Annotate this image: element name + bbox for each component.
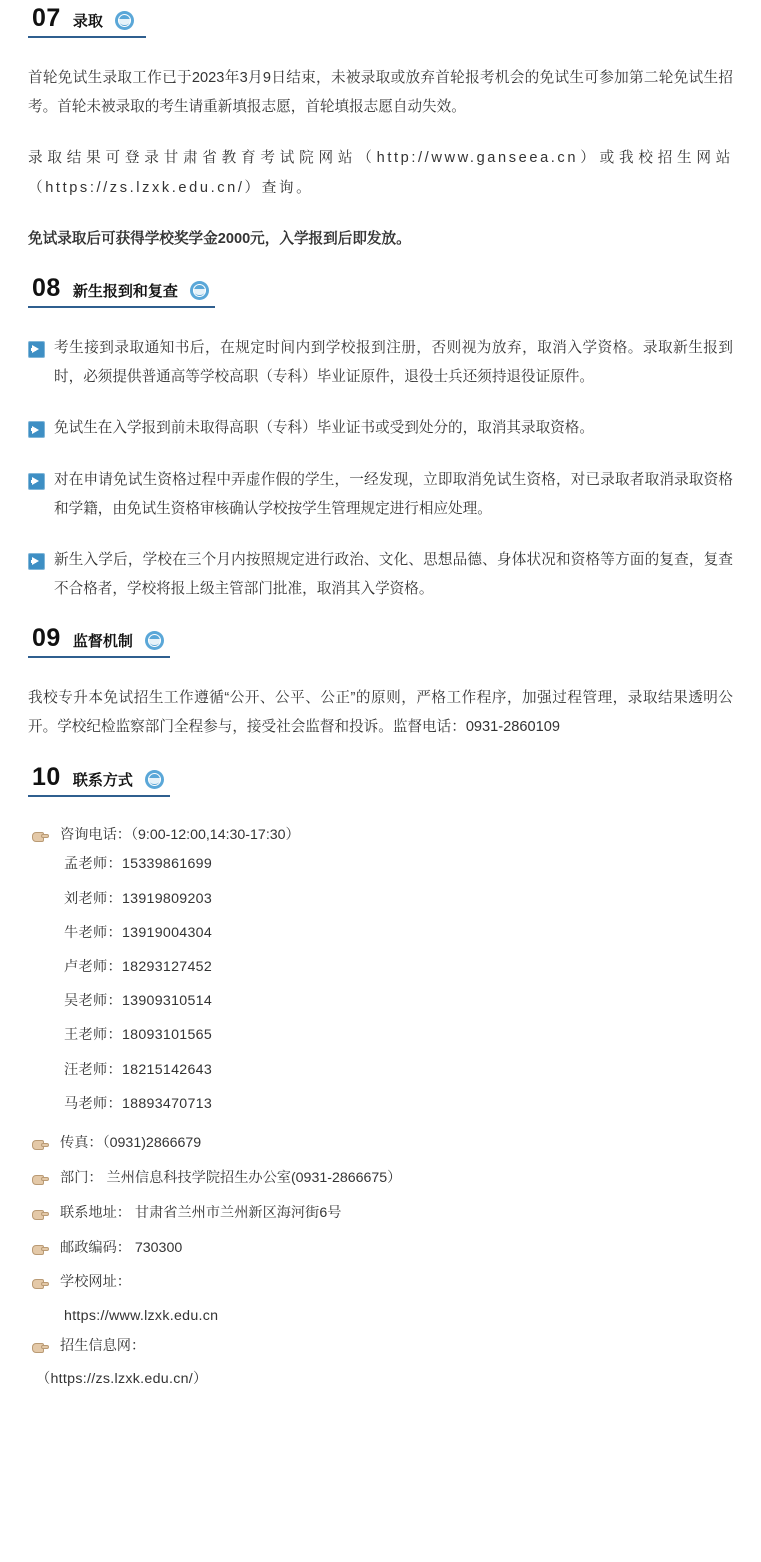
contact-fax-row xyxy=(30,1131,733,1156)
pointing-hand-icon xyxy=(30,1276,50,1292)
contact-postcode-row xyxy=(30,1236,733,1261)
contact-admission-site-label: 招生信息网： xyxy=(60,1337,146,1354)
paragraph-07-highlight: 免试录取后可获得学校奖学金2000元，入学报到后即发放。 xyxy=(28,230,411,247)
arrow-right-icon xyxy=(28,473,45,490)
section-heading-07 xyxy=(28,6,146,38)
section-heading-09 xyxy=(28,626,170,658)
paragraph-07-2: 录取结果可登录甘肃省教育考试院网站（http://www.ganseea.cn）或我校招生网站（https://zs.lzxk.edu.cn/）查询。 xyxy=(28,150,733,196)
compass-badge-icon xyxy=(145,770,164,789)
arrow-right-icon xyxy=(28,341,45,358)
contact-admission-site-url[interactable]: （https://zs.lzxk.edu.cn/） xyxy=(36,1371,208,1388)
pointing-hand-icon xyxy=(30,1172,50,1188)
contact-address-row xyxy=(30,1201,733,1226)
contact-website-url[interactable]: https://www.lzxk.edu.cn xyxy=(64,1308,219,1325)
list-item: 马老师：18893470713 xyxy=(64,1095,213,1112)
list-item xyxy=(28,414,733,443)
section-title: 联系方式 xyxy=(72,771,133,789)
teacher-phone-list xyxy=(30,857,733,1111)
section-number: 09 xyxy=(32,624,61,653)
list-item-text: 考生接到录取通知书后，在规定时间内到学校报到注册，否则视为放弃，取消入学资格。录取新生报到时，必须提供普通高等学校高职（专科）毕业证原件，退役士兵还须持退役证原件。 xyxy=(54,339,733,386)
list-item-text: 免试生在入学报到前未取得高职（专科）毕业证书或受到处分的，取消其录取资格。 xyxy=(54,420,594,437)
section-title: 录取 xyxy=(72,13,103,30)
list-item-text: 对在申请免试生资格过程中弄虚作假的学生，一经发现，立即取消免试生资格，对已录取者取消录取资格和学籍，由免试生资格审核确认学校按学生管理规定进行相应处理。 xyxy=(54,471,733,517)
section-title: 监督机制 xyxy=(72,633,133,651)
contact-department-row xyxy=(30,1166,733,1191)
compass-badge-icon xyxy=(190,281,209,300)
compass-badge-icon xyxy=(115,11,134,30)
pointing-hand-icon xyxy=(30,1242,50,1258)
list-item: 吴老师：13909310514 xyxy=(64,993,213,1010)
paragraph-07-1: 首轮免试生录取工作已于2023年3月9日结束，未被录取或放弃首轮报考机会的免试生可参加第二轮免试生招考。首轮未被录取的考生请重新填报志愿，首轮填报志愿自动失效。 xyxy=(28,70,733,116)
list-item: 牛老师：13919004304 xyxy=(64,924,213,941)
list-item: 王老师：18093101565 xyxy=(64,1027,213,1044)
list-item: 汪老师：18215142643 xyxy=(64,1061,213,1078)
section-heading-10 xyxy=(28,762,170,797)
pointing-hand-icon xyxy=(30,1340,50,1356)
pointing-hand-icon xyxy=(30,1207,50,1223)
section-number: 10 xyxy=(32,762,61,791)
pointing-hand-icon xyxy=(30,1137,50,1153)
section-number: 07 xyxy=(32,4,61,32)
contact-phone-row xyxy=(30,823,733,848)
contact-website-label: 学校网址： xyxy=(60,1274,131,1291)
paragraph-09-1: 我校专升本免试招生工作遵循“公开、公平、公正”的原则，严格工作程序，加强过程管理，录取结果透明公开。学校纪检监察部门全程参与，接受社会监督和投诉。监督电话：0931-2860109 xyxy=(28,690,733,736)
contact-website-row xyxy=(30,1270,733,1295)
contact-list xyxy=(28,823,733,1387)
contact-postcode: 邮政编码： 730300 xyxy=(60,1239,183,1256)
list-item xyxy=(28,466,733,524)
list-item xyxy=(28,334,733,392)
list-item: 孟老师：15339861699 xyxy=(64,856,213,873)
document-page xyxy=(0,6,761,1421)
contact-department: 部门： 兰州信息科技学院招生办公室(0931-2866675） xyxy=(60,1169,402,1186)
contact-admission-site-row xyxy=(30,1334,733,1359)
contact-phone-label: 咨询电话：（9:00-12:00,14:30-17:30） xyxy=(60,826,300,843)
pointing-hand-icon xyxy=(30,829,50,845)
list-item: 刘老师：13919809203 xyxy=(64,890,213,907)
arrow-right-icon xyxy=(28,553,45,570)
section-number: 08 xyxy=(32,273,61,302)
section-title: 新生报到和复查 xyxy=(72,282,178,300)
list-item-text: 新生入学后，学校在三个月内按照规定进行政治、文化、思想品德、身体状况和资格等方面的复查，复查不合格者，学校将报上级主管部门批准，取消其入学资格。 xyxy=(54,551,733,598)
arrow-right-icon xyxy=(28,421,45,438)
contact-address: 联系地址： 甘肃省兰州市兰州新区海河街6号 xyxy=(60,1204,342,1221)
contact-fax: 传真：（0931)2866679 xyxy=(60,1135,202,1152)
section-heading-08 xyxy=(28,273,215,308)
list-item: 卢老师：18293127452 xyxy=(64,959,213,976)
compass-badge-icon xyxy=(145,631,164,650)
list-item xyxy=(28,546,733,604)
